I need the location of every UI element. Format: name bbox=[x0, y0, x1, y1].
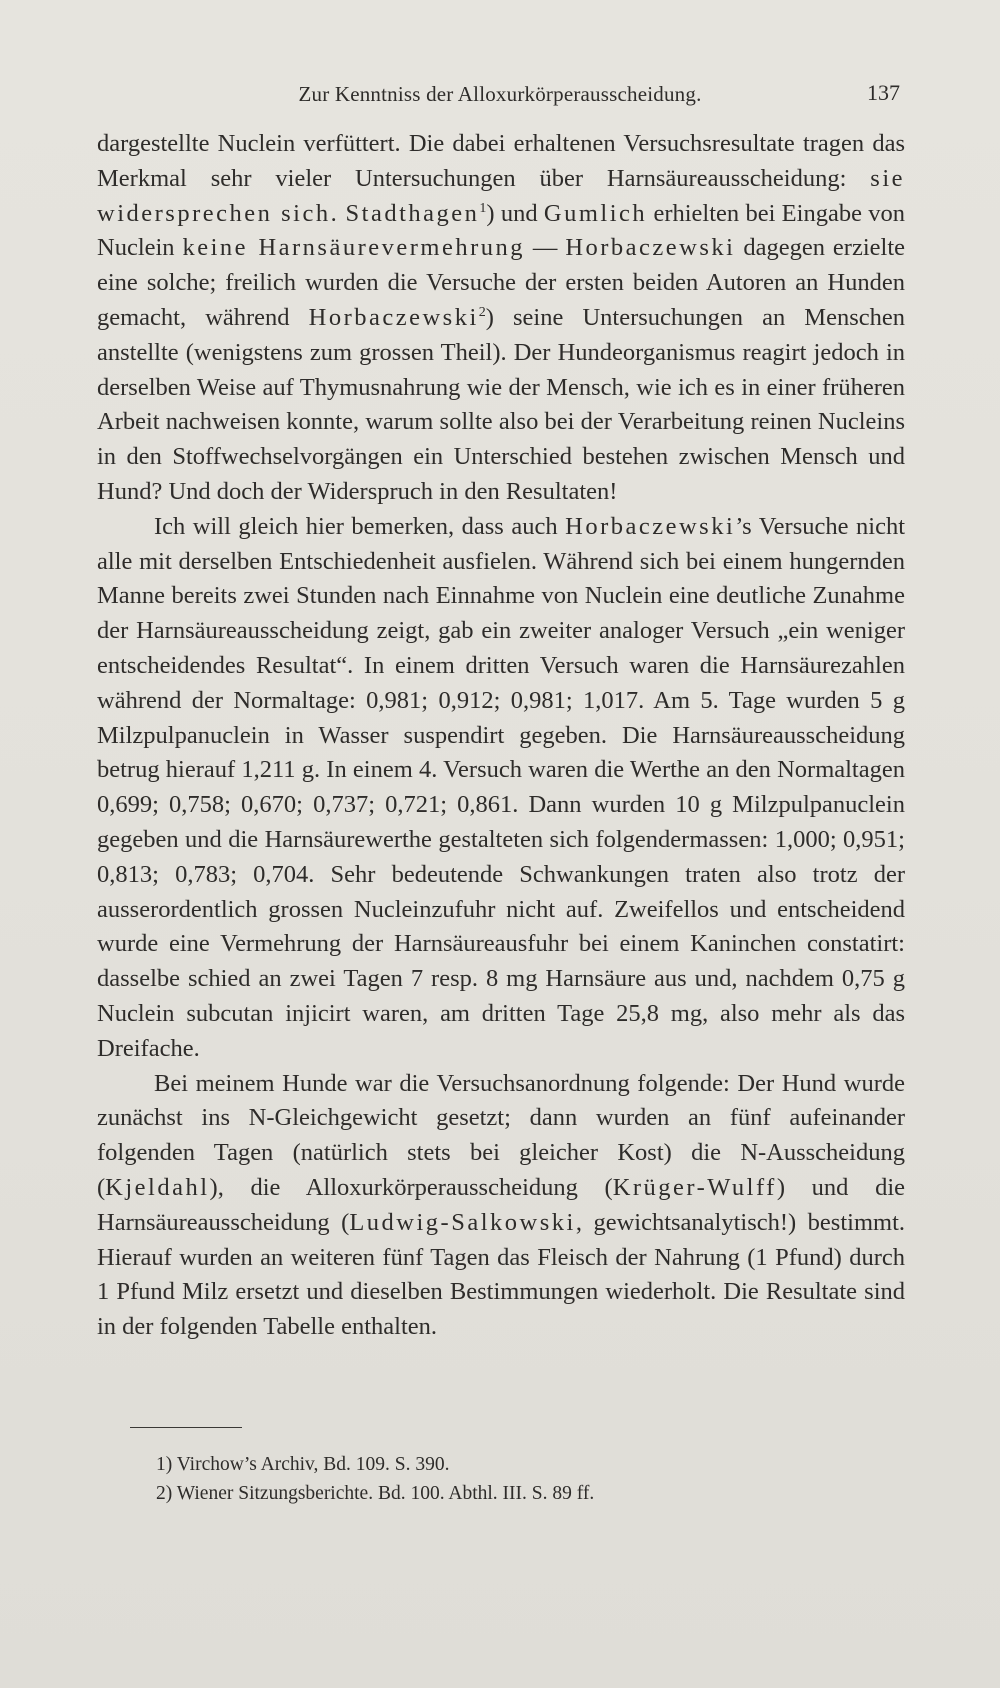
author-name: Krüger-Wulff bbox=[612, 1173, 777, 1201]
text-run: erhielten bei Eingabe von Nuclein bbox=[97, 199, 905, 262]
spaced-text: sie widersprechen sich. bbox=[97, 164, 905, 227]
page-number: 137 bbox=[867, 80, 900, 105]
text-run: ), die Alloxurkörperausscheidung ( bbox=[209, 1173, 613, 1201]
footnotes bbox=[156, 1450, 856, 1508]
text-run: ) und bbox=[486, 199, 544, 227]
author-name: Horbaczewski bbox=[308, 303, 479, 331]
text-run: dagegen erzielte eine solche; freilich wurden die Versuche der ersten beiden Autoren an Hunden gemacht, während bbox=[97, 234, 905, 331]
text-run: ’s Versuche nicht alle mit derselben Entschiedenheit ausfielen. Während sich bei einem hungernden Manne bereits zwei Stunden nach Einnahme von Nuclein eine deutliche Zunahme der Harnsäureausscheidung zeigt, gab ein zweiter analoger Versuch „ein weniger entscheidendes Resultat“. In einem dritten Versuch waren die Harnsäurezahlen während der Normaltage: 0,981; 0,912; 0,981; 1,017. Am 5. Tage wurden 5 g Milzpulpanuclein in Wasser suspendirt gegeben. Die Harnsäureausscheidung betrug hierauf 1,211 g. In einem 4. Versuch waren die Werthe an den Normaltagen 0,699; 0,758; 0,670; 0,737; 0,721; 0,861. Dann wurden 10 g Milzpulpanuclein gegeben und die Harnsäurewerthe gestalteten sich folgendermassen: 1,000; 0,951; 0,813; 0,783; 0,704. Sehr bedeutende Schwankungen traten also trotz der ausserordentlich grossen Nucleinzufuhr nicht auf. Zweifellos und entscheidend wurde eine Vermehrung der Harnsäureausfuhr bei einem Kaninchen constatirt: dasselbe schied an zwei Tagen 7 resp. 8 mg Harnsäure aus und, nachdem 0,75 g Nuclein subcutan injicirt waren, am dritten Tage 25,8 mg, also mehr als das Dreifache. bbox=[97, 512, 905, 1062]
footnote-ref: 2 bbox=[478, 304, 486, 320]
footnote-1: 1) Virchow’s Archiv, Bd. 109. S. 390. bbox=[156, 1454, 450, 1475]
text-run: ) seine Untersuchungen an Menschen anstellte (wenigstens zum grossen Theil). Der Hundeorganismus reagirt jedoch in derselben Weise auf Thymusnahrung wie der Mensch, wie ich es in einer früheren Arbeit nachweisen konnte, warum sollte also bei der Verarbeitung reinen Nucleins in den Stoffwechselvorgängen ein Unterschied bestehen zwischen Mensch und Hund? Und doch der Widerspruch in den Resultaten! bbox=[97, 303, 905, 505]
running-title: Zur Kenntniss der Alloxurkörperausscheidung. bbox=[298, 82, 702, 106]
text-run: Ich will gleich hier bemerken, dass auch bbox=[154, 512, 566, 540]
footnote-divider bbox=[130, 1427, 242, 1428]
body-text bbox=[97, 127, 905, 1345]
author-name: Horbaczewski bbox=[565, 512, 736, 540]
spaced-text: keine Harnsäurevermehrung bbox=[182, 234, 525, 262]
text-run: ) und die Harnsäureausscheidung ( bbox=[97, 1173, 905, 1236]
footnote-2: 2) Wiener Sitzungsberichte. Bd. 100. Abthl. III. S. 89 ff. bbox=[156, 1483, 595, 1504]
running-head bbox=[100, 80, 900, 112]
text-run: Bei meinem Hunde war die Versuchsanordnung folgende: Der Hund wurde zunächst ins N-Gleichgewicht gesetzt; dann wurden an fünf aufeinander folgenden Tagen (natürlich stets bei gleicher Kost) die N-Ausscheidung ( bbox=[97, 1069, 905, 1201]
author-name: Horbaczewski bbox=[565, 234, 736, 262]
author-name: Ludwig-Salkowski bbox=[349, 1208, 576, 1236]
paragraph-1 bbox=[97, 127, 905, 510]
author-name: Stadthagen bbox=[345, 199, 480, 227]
author-name: Gumlich bbox=[543, 199, 648, 227]
footnote-ref: 1 bbox=[479, 200, 487, 216]
author-name: Kjeldahl bbox=[105, 1173, 210, 1201]
paragraph-2 bbox=[97, 510, 905, 1067]
text-run: — bbox=[525, 234, 566, 262]
text-run: , gewichtsanalytisch!) bestimmt. Hierauf wurden an weiteren fünf Tagen das Fleisch der Nahrung (1 Pfund) durch 1 Pfund Milz ersetzt und dieselben Bestimmungen wiederholt. Die Resultate sind in der folgenden Tabelle enthalten. bbox=[97, 1208, 906, 1341]
paragraph-3 bbox=[97, 1067, 905, 1345]
text-run: dargestellte Nuclein verfüttert. Die dabei erhaltenen Versuchsresultate tragen das Merkmal sehr vieler Untersuchungen über Harnsäureausscheidung: bbox=[97, 130, 905, 192]
